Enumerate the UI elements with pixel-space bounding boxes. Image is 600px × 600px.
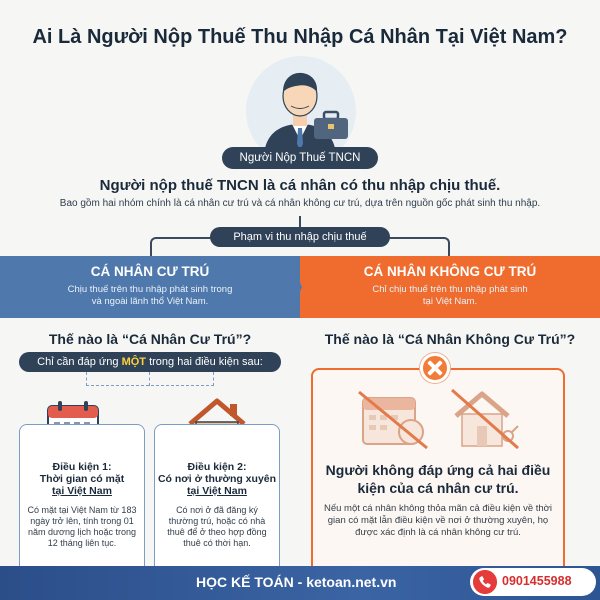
band-arrow bbox=[288, 256, 302, 318]
house-crossed-icon bbox=[448, 386, 520, 450]
calendar-crossed-icon bbox=[357, 388, 429, 450]
condition-card-1 bbox=[19, 424, 145, 576]
condition-1-title: Điều kiện 1: Thời gian có mặt tại Việt Nam bbox=[39, 461, 125, 497]
briefcase-icon bbox=[313, 110, 349, 140]
condition-stem bbox=[149, 372, 150, 386]
resident-desc: Chịu thuế trên thu nhập phát sinh trong và ngoài lãnh thổ Việt Nam. bbox=[67, 284, 233, 307]
footer-bar bbox=[0, 566, 600, 600]
nonresident-body: Nếu một cá nhân không thỏa mãn cả điều kiện về thời gian có mặt lẫn điều kiện về nơi ở thường xuyên, họ được xác định là cá nhân không cư trú. bbox=[323, 503, 553, 538]
condition-highlight: MỘT bbox=[121, 356, 147, 368]
phone-button[interactable] bbox=[470, 568, 596, 596]
nonresident-desc: Chỉ chịu thuế trên thu nhập phát sinh tại Việt Nam. bbox=[372, 284, 528, 307]
nonresident-title: CÁ NHÂN KHÔNG CƯ TRÚ bbox=[363, 264, 537, 279]
phone-number: 0901455988 bbox=[502, 574, 572, 588]
person-icon bbox=[250, 58, 350, 158]
definition-sub: Bao gồm hai nhóm chính là cá nhân cư trú và cá nhân không cư trú, dựa trên nguồn gốc phát sinh thu nhập. bbox=[59, 198, 541, 209]
condition-label: Chỉ cần đáp ứng MỘT trong hai điều kiện sau: bbox=[19, 352, 281, 372]
x-icon bbox=[420, 353, 450, 383]
resident-band bbox=[0, 256, 300, 318]
definition-main: Người nộp thuế TNCN là cá nhân có thu nhập chịu thuế. bbox=[99, 177, 501, 194]
resident-question: Thế nào là “Cá Nhân Cư Trú”? bbox=[48, 331, 252, 347]
footer-brand[interactable]: HỌC KẾ TOÁN - ketoan.net.vn bbox=[196, 574, 397, 590]
scope-label: Phạm vi thu nhập chịu thuế bbox=[210, 227, 390, 247]
nonresident-question: Thế nào là “Cá Nhân Không Cư Trú”? bbox=[324, 331, 576, 347]
role-label: Người Nộp Thuế TNCN bbox=[222, 147, 378, 169]
nonresident-headline: Người không đáp ứng cả hai điều kiện của cá nhân cư trú. bbox=[325, 462, 551, 496]
condition-2-title: Điều kiện 2: Có nơi ở thường xuyên tại Việt Nam bbox=[157, 461, 277, 497]
condition-2-body: Có nơi ở đã đăng ký thường trú, hoặc có nhà thuê để ở theo hợp đồng thuê có thời hạn. bbox=[167, 505, 267, 548]
condition-1-body: Có mặt tại Việt Nam từ 183 ngày trở lên, tính trong 01 năm dương lịch hoặc trong 12 tháng liên tục. bbox=[27, 505, 137, 548]
condition-card-2 bbox=[154, 424, 280, 576]
condition-connector bbox=[86, 372, 214, 386]
resident-title: CÁ NHÂN CƯ TRÚ bbox=[90, 264, 210, 279]
phone-icon bbox=[473, 570, 497, 594]
nonresident-band bbox=[300, 256, 600, 318]
page-title: Ai Là Người Nộp Thuế Thu Nhập Cá Nhân Tại Việt Nam? bbox=[32, 26, 568, 48]
